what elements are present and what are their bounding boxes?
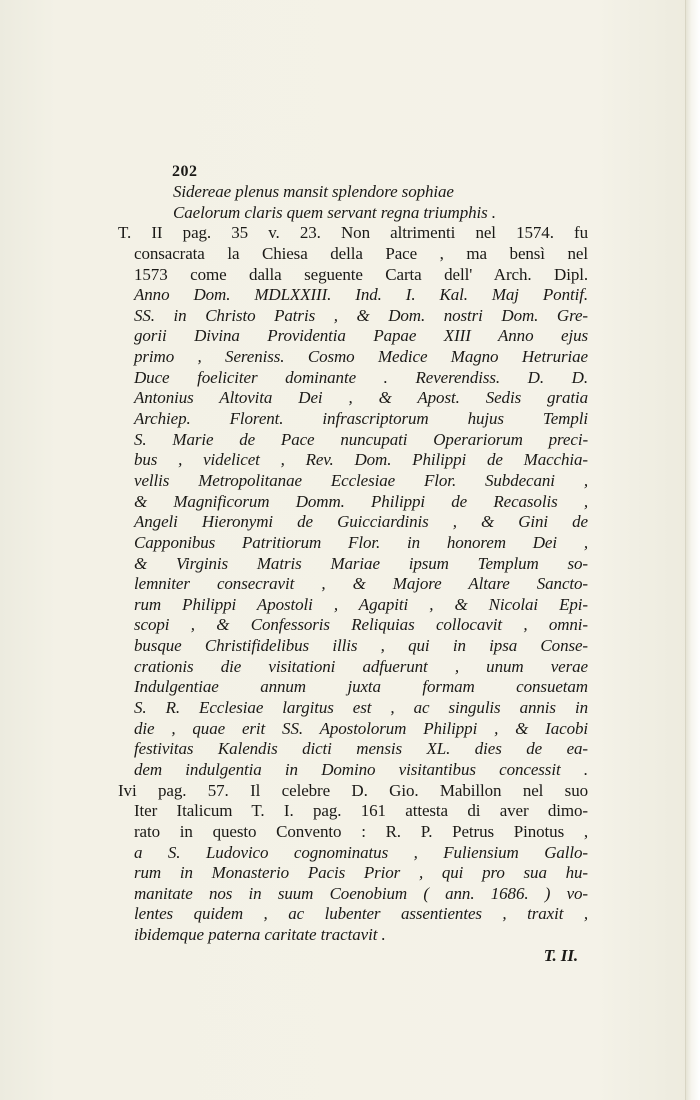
text-line: Angeli Hieronymi de Guicciardinis , & Gini de bbox=[134, 512, 588, 532]
catchword: T. II. bbox=[543, 945, 578, 965]
text-line: a S. Ludovico cognominatus , Fuliensium Gallo- bbox=[134, 842, 588, 862]
page-number: 202 bbox=[172, 163, 198, 180]
text-line: gorii Divina Providentia Papae XIII Anno ejus bbox=[134, 326, 588, 346]
text-line: die , quae erit SS. Apostolorum Philippi , & Iacobi bbox=[134, 718, 588, 738]
text-line: bus , videlicet , Rev. Dom. Philippi de Macchia- bbox=[134, 450, 588, 470]
text-line: rum Philippi Apostoli , Agapiti , & Nicolai Epi- bbox=[134, 594, 588, 614]
text-line: SS. in Christo Patris , & Dom. nostri Dom. Gre- bbox=[134, 305, 588, 325]
text-line: Indulgentiae annum juxta formam consuetam bbox=[134, 677, 588, 697]
text-lines bbox=[118, 182, 588, 946]
text-line: T. II pag. 35 v. 23. Non altrimenti nel 1574. fu bbox=[118, 223, 588, 243]
text-line: busque Christifidelibus illis , qui in ipsa Conse- bbox=[134, 636, 588, 656]
text-line: rato in questo Convento : R. P. Petrus Pinotus , bbox=[134, 821, 588, 841]
text-line: Iter Italicum T. I. pag. 161 attesta di aver dimo- bbox=[134, 801, 588, 821]
text-line: & Magnificorum Domm. Philippi de Recasolis , bbox=[134, 491, 588, 511]
text-line: S. R. Ecclesiae largitus est , ac singulis annis in bbox=[134, 698, 588, 718]
text-line: rum in Monasterio Pacis Prior , qui pro sua hu- bbox=[134, 863, 588, 883]
text-line: Caelorum claris quem servant regna triumphis . bbox=[173, 202, 496, 222]
text-line: crationis die visitationi adfuerunt , unum verae bbox=[134, 656, 588, 676]
text-line: Duce foeliciter dominante . Reverendiss. D. D. bbox=[134, 367, 588, 387]
text-line: scopi , & Confessoris Reliquias collocavit , omni- bbox=[134, 615, 588, 635]
text-line: consacrata la Chiesa della Pace , ma bensì nel bbox=[134, 243, 588, 263]
header-spacer bbox=[118, 160, 588, 182]
text-line: 1573 come dalla seguente Carta dell' Arch. Dipl. bbox=[134, 264, 588, 284]
text-line: vellis Metropolitanae Ecclesiae Flor. Subdecani , bbox=[134, 470, 588, 490]
text-line: ibidemque paterna caritate tractavit . bbox=[134, 925, 386, 945]
text-line: Archiep. Florent. infrascriptorum hujus Templi bbox=[134, 409, 588, 429]
text-line: Anno Dom. MDLXXIII. Ind. I. Kal. Maj Pontif. bbox=[134, 285, 588, 305]
text-line: Ivi pag. 57. Il celebre D. Gio. Mabillon nel suo bbox=[118, 780, 588, 800]
text-line: Sidereae plenus mansit splendore sophiae bbox=[173, 182, 454, 201]
page-text bbox=[118, 160, 588, 966]
text-line: primo , Sereniss. Cosmo Medice Magno Hetruriae bbox=[134, 347, 588, 367]
text-line: Antonius Altovita Dei , & Apost. Sedis gratia bbox=[134, 388, 588, 408]
text-line: lentes quidem , ac lubenter assentientes , traxit , bbox=[134, 904, 588, 924]
text-line: Capponibus Patritiorum Flor. in honorem Dei , bbox=[134, 532, 588, 552]
text-line: lemniter consecravit , & Majore Altare Sancto- bbox=[134, 574, 588, 594]
text-line: dem indulgentia in Domino visitantibus concessit . bbox=[134, 759, 588, 779]
text-line: S. Marie de Pace nuncupati Operariorum preci- bbox=[134, 429, 588, 449]
page-edge bbox=[685, 0, 700, 1100]
text-line: festivitas Kalendis dicti mensis XL. dies de ea- bbox=[134, 739, 588, 759]
text-line: & Virginis Matris Mariae ipsum Templum so- bbox=[134, 553, 588, 573]
text-line: manitate nos in suum Coenobium ( ann. 1686. ) vo- bbox=[134, 883, 588, 903]
